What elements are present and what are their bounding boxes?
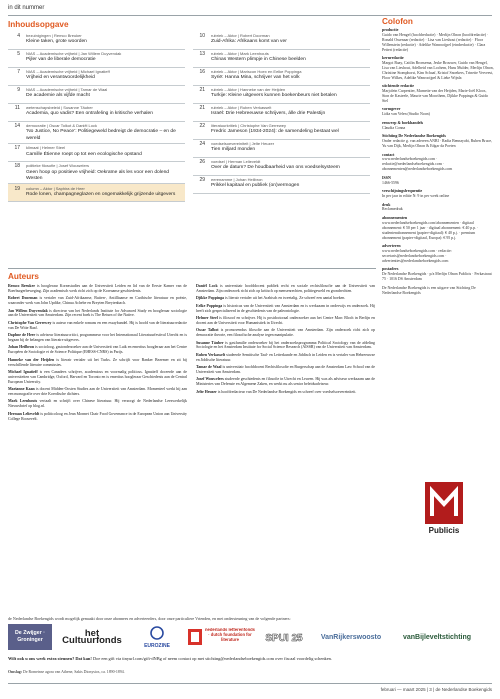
toc-entry[interactable] [193,176,370,194]
colofon-block-body: www.nederlandseboekengids.com · redactie@nederlandseboekengids.com · abonnementen@nederlandseboekengids.com [382,157,453,172]
author-bio [196,377,375,387]
toc-page-number: 14 [14,123,20,130]
colofon-block-body: Marjolein Carpentier, Marnette van der Heijden, Marie-Joël Kloos, Sion de Kasteele, Maurie van Moorthem, Djikke Poppinga & Guido Stel [382,89,489,103]
toc-entry-meta: bezuinigingen | Remco Breuker [26,33,82,39]
partner-logo-zwijger[interactable]: De Zwijger · Groninger [8,624,52,650]
author-bio-text: is docent Midden-Oosten Studies aan de Universiteit van Amsterdam. Momenteel werkt hij aan een monografie over drie Koerdische dichters. [8,387,187,396]
colofon-block-body: Guido van Hengel (hoofdredactie) · Merlijn Olnon (hoofdredactie) · Ronald Ossenaar (redactie) · Lisa van Lieshout (redactie) · Floor Willenstein (redactie) · Adelike Wanrooijpel (eindredactie) · Clara Pettert (redactie) [382,32,489,52]
author-bio-text: is gastfamilie onderzoeker bij het onderzoeksprogramma Political Sociology van de afdeling Sociologie en het Amsterdam Institute for Social Science Research (AISSR) van de Universiteit van Amsterdam. [196,340,375,350]
authors-right-column [196,284,375,424]
colofon-block [382,216,494,241]
toc-entry-meta: eerenamme | Johan Heilbron [211,176,263,182]
author-bio-text: is hoogleraar Koreastudies aan de Universiteit Leiden en lid van de Eerste Kamer van de Boerburgerbeweging. Zijn academisch werk richt zich op de Koreaanse geschiedenis. [8,284,187,293]
author-name: Marianne Kaan [8,387,35,392]
toc-entry-meta: rubriek – Aktor | Ruben Verkasselt [211,105,272,111]
toc-entry[interactable] [193,86,370,104]
toc-entry-text [211,177,299,190]
author-bio-text: is literair vertaler uit het Turks. Ze schrijft voor Banker Bezemer en zit bij verschillende literaire commissies. [8,357,187,367]
support-callout-text: Doe een gift via tinyurl.com/gift-dNBg of neem contact op met stichting@nederlandseboekengids.com over fiscaal voordelig schenken. [92,656,332,661]
author-bio-text: is hoofdredacteur van De Nederlandse Boekengids en schreef over voedselsoevereiniteit. [217,389,357,394]
toc-entry-title: Syriё: Hanna Mina, schrijver van het volk [211,75,300,81]
author-name: Christophe Van Gerrewey [8,320,52,325]
colofon-block-body: Margot Baay, Caitlin Bronsema, Jeske Brouwer, Guido van Hengel, Lisa van Lieshout, Adelheid van Lochem, Hans Mulder, Merlijn Olnon, Christine Stomphorst, Kim Schaaf, Kristof Snoekers, Trinette Verveest, Floor Wilkes, Adelike Wanrooijpel & Lieke Wijnla [382,60,494,80]
toc-entry[interactable] [8,50,185,68]
colofon-block-body: De Nederlandse Boekengids · p/a Merlijn Olnon Publicis · Ferkastraat 75 · 1016 DS Amsterdam [382,272,492,282]
author-bio-text: studeerde geschiedenis en filosofie in Utrecht en Leuven. Hij was als adviseur werkzaam aan de Ministeries van Defensie en Algemene Zaken, en werkt nu als senior beleidsadviseur. [196,377,375,387]
author-bio [196,304,375,314]
toc-title: Inhoudsopgave [8,20,69,29]
author-bio [8,370,187,385]
toc-entry-text [211,159,340,172]
toc-entry-meta: voedselsoevereiniteit | Jelte Heuzer [211,141,275,146]
toc-page-number: 22 [199,123,205,130]
author-name: Johan Heilbron [8,345,35,350]
author-name: Jan Willem Duyvendak [8,308,48,313]
author-name: Susanne Täuber [196,340,224,345]
toc-entry-text [26,33,87,46]
toc-entry-text [211,141,274,154]
toc-entry-title: Rode lonen, champagneglazen en ongemakkelijk grijzende uitgevers [26,191,176,197]
partner-logo-bijleveltstichting[interactable]: vanBijleveltstichting [402,633,472,641]
toc-left-column [8,32,185,202]
support-callout [8,656,492,661]
author-bio [8,387,187,397]
colofon-block-body: www.nederlandseboekengids.com · redactie: secretaris@nederlandseboekengids.com · advertenties@nederlandseboekengids.com [382,248,452,263]
toc-entry-text [26,186,175,199]
toc-columns [8,32,370,202]
author-bio [196,316,375,326]
toc-entry-text [26,105,153,118]
toc-page-number: 19 [14,185,20,192]
author-bio-text: is literair vertaler uit het Arabisch en tweetalig. Ze schreef een aantal boeken. [224,296,346,301]
partners-intro: de Nederlandse Boekengids wordt mogelijk gemaakt door onze abonnees en adverteerders, door onze particuliere Vrienden, en met ondersteuning van de volgende partners: [8,616,291,621]
colofon-block-label: abonnementen [382,214,408,220]
toc-entry-title: Fredric Jameson (1934-2024): de samendeling bestaat wel [211,129,339,135]
author-name: Ruben Verkasselt [196,352,226,357]
author-name: Eelke Poppinga [196,303,223,308]
authors-columns [8,284,376,424]
toc-page-number: 5 [17,51,20,58]
toc-entry[interactable] [193,140,370,158]
partner-logo-spui25[interactable] [260,624,308,650]
eurozine-icon [132,624,182,650]
letterenfonds-icon [186,624,256,650]
partner-logo-letterenfonds[interactable] [186,624,256,650]
colofon-block [382,203,494,213]
toc-entry[interactable] [8,162,185,184]
toc-page-number: 21 [199,87,205,94]
author-name: Hanneke van der Heijden [8,357,55,362]
toc-entry-text [26,51,121,64]
partner-logo-letterenfonds-text: nederlands letterenfonds · dutch foundation for literature [204,628,256,642]
toc-entry[interactable] [193,32,370,50]
authors-divider [8,268,376,269]
colofon-block [382,153,494,173]
colofon-block [382,267,494,282]
toc-entry-meta: democratie | Oscar Tolkot & Daniël Lock [26,123,97,129]
colofon-block-label: productie [382,26,399,32]
colofon-block [382,176,494,186]
publicis-m-icon [425,482,463,524]
colofon-block-label: druk [382,201,391,207]
toc-entry-meta: NIAS – Academische vrijheid | Michael Ignatieff [26,69,110,75]
colofon-block-body: Reclamedruk [382,207,403,212]
toc-entry-title: De academie als vijfde macht [26,93,90,99]
author-name: Djikke Poppinga [196,296,224,301]
author-bio [196,328,375,338]
author-bio-text: is socioloog, gastonderzoeker aan de Universiteit van Luik en emeritus hoogleraar aan het Centre Européen de Sociologie et de Science Politique (EHESS-CNRS) in Parijs. [8,345,187,355]
toc-entry[interactable] [8,86,185,104]
toc-entry[interactable] [193,50,370,68]
toc-entry-text [211,123,339,136]
author-bio-text: is filosoof en schrijver. Hij is postdoctoraal onderzoeker aan het Centre Marc Bloch in Berlijn en docent aan de Universiteit voor Humanistiek in Utrecht. [196,316,375,325]
toc-page-number: 21 [199,105,205,112]
partner-logo-eurozine[interactable] [132,624,182,650]
colofon-block-label: kernredactie [382,55,404,61]
toc-entry-text [26,145,142,158]
author-name: Mark Leenhouts [8,399,38,404]
colofon-block-label: ISSN [382,174,391,180]
cover-credit [8,670,308,674]
publicis-logo-mark [425,482,463,524]
author-name: Robert Doorman [8,296,38,301]
toc-entry-text [26,69,110,82]
toc-entry-meta: rubriek – Aktor | Hanneke van der Heijden [211,87,286,93]
toc-entry[interactable] [8,104,185,122]
toc-entry-meta: NIAS – Academische vrijheid | Jan Willem Duyvendak [26,51,122,57]
author-bio-text: is universitair hoofddocent Rechtsfilosofie en Burgerschap aan de Amsterdam Law School van de Universiteit van Amsterdam. [196,365,375,374]
toc-page-number: 4 [17,33,20,40]
colofon-block-body: 1466-5596 [382,180,399,185]
colofon-block-body: Onder redactie g. van adereen ANBI · Radia Bennayabi, Ruben Bruce, Yu van Dijk, Merlijn Olnon & Edgar da Poeten [382,139,493,148]
toc-entry-text [26,163,185,182]
author-name: Herman Lelieveldt [8,411,40,416]
authors-left-column [8,284,187,424]
author-bio [196,341,375,351]
toc-entry-title: Chinas Western plimpje in Chinese beelden [211,57,306,63]
colofon-block-body: In per jaar in editie N: 9 in per week online [382,194,450,199]
toc-entry[interactable] [8,144,185,162]
spui25-icon [260,624,308,650]
colofon-block-body: Claudia Conna [382,125,406,130]
toc-entry[interactable] [8,32,185,50]
toc-entry-title: Vrijheid en verantwoordelijkheid [26,75,95,81]
colofon-block-body: www.nederlandseboekengids.com/abonnementen · digitaal abonnement: € 50 per 1 jaar · digitaal abonnement: € 40 p.p. · studentenabonnement (papier+digitaal): € 40 p.j. · premium abonnement (papier+digitaal, Europa): € 95 p.j. [382,220,479,240]
author-bio [8,321,187,331]
toc-entry-text [26,87,107,100]
toc-page-number: 7 [17,69,20,76]
colofon-block-label: eenwerp & boekhandels [382,119,424,125]
author-name: Tamar de Waal [196,365,222,370]
colofon-title: Colofon [382,17,413,26]
colofon-block-label: adverteren [382,243,401,249]
toc-entry-title: Over de datum? De houdbaarheid van ons voedselsysteem [211,165,340,171]
publicis-logo [414,482,474,542]
author-name: Michael Ignatieff [8,369,38,374]
toc-entry-text [211,87,337,100]
publicis-logo-text: Publicis [428,526,460,535]
author-bio [196,296,375,301]
author-bio [8,345,187,355]
author-name: Helmer Steel [196,316,218,320]
colofon-block [382,56,494,81]
toc-entry[interactable] [193,158,370,176]
author-bio [8,399,187,409]
toc-entry-title: Camille Étienne roept op tot een ecologische opstand [26,151,142,157]
page-header-label: in dit nummer [8,5,45,11]
toc-entry-title: Pijler van de liberale democratie [26,57,96,63]
author-bio-text: is adviseur literatuurcritici, programmeur voor het Internationaal Literatuurfestival Utrecht en is begaan bij de belangen van literaire uitgevers. [8,333,187,342]
author-bio [8,412,187,422]
author-bio-text: is een Canadees schrijver, academicus en voormalig politicus. Ignatieff doceerde aan de universiteiten van Cambridge, Oxford, Harvard en Toronto en is emeritus hoogleraar Geschiedenis aan de Central European University. [8,369,187,384]
toc-page-number: 17 [14,145,20,152]
partner-logo-rijkerswoosto[interactable]: VanRijkerswoosto [320,633,382,641]
toc-entry-meta: literatuurkritiek | Christophe Van Gerrewey [211,123,286,129]
toc-entry-meta: rubriek – Aktor | Mark Leenhouts [211,51,269,57]
author-bio-text: is promovendus filosofie aan de Universiteit van Amsterdam. Zijn onderzoek richt zich op democratie theorie, een filosofische analyse tegen manipulatie. [196,328,375,338]
footer-divider [8,683,492,684]
colofon-block [382,244,494,264]
toc-entry-meta: politieke filosofie | Josef Wouwelers [26,163,89,169]
toc-entry-title: Israël: Drie Hebreeuwse schrijvers, álle drie Palestijn [211,111,326,117]
toc-entry-text [211,33,287,46]
toc-entry[interactable] [193,122,370,140]
toc-page-number: 9 [17,87,20,94]
toc-entry[interactable] [8,68,185,86]
colofon-block [382,84,494,104]
toc-page-number: 18 [14,163,20,170]
colofon [382,17,494,475]
support-callout-heading: Wilt ook u ons werk extra steunen? Dat kan! [8,656,92,661]
toc-entry[interactable] [193,68,370,86]
author-bio [8,309,187,319]
partner-logo-spui25-text: SPUI 25 [265,633,303,644]
author-bio [196,284,375,294]
colofon-block-label: postadres [382,266,399,272]
authors-section [8,268,376,613]
toc-entry-text [211,69,301,82]
colofon-block-body: De Nederlandse Boekengids is een uitgave van Stichting De Nederlandse Boekengids [382,285,476,295]
author-bio [196,353,375,363]
toc-entry-meta: column – Aktor | Saphira de Heer [26,185,85,191]
author-bio-text: studeerde Semitische Taal- en Letterkunde en Jiddisch in Leiden en is vertaler van Hebreeuwse en Jiddische literatuur. [196,352,376,362]
authors-title: Auteurs [8,272,39,281]
toc-page-number: 29 [199,176,205,183]
author-name: Daphne de Heer [8,333,36,338]
author-name: Oscar Talbot [196,328,219,333]
toc-entry[interactable] [8,122,185,144]
author-bio [8,296,187,306]
author-bio-text: vertaalt en schrijft over Chinese literatuur. Hij verzorgt de Nederlandse Leeswerkelijk Nieuwsbrief op blog.nl. [8,399,187,409]
toc-page-number: 16 [199,69,205,76]
toc-page-number: 11 [14,105,20,112]
toc-page-number: 26 [199,158,205,165]
author-name: Daniël Lock [196,284,218,288]
toc-entry-title: Tien miljard monden [211,147,256,153]
colofon-blocks [382,28,494,296]
colofon-block [382,28,494,53]
colofon-block [382,189,494,199]
colofon-block [382,121,494,131]
colofon-block [382,134,494,149]
toc-right-column [193,32,370,202]
colofon-block [382,107,494,117]
partner-logo-cultuurfonds[interactable]: het Cultuurfonds [62,628,122,646]
cover-credit-label: Omslag: [8,670,23,674]
page-footer: februari — maart 2025 | 3 | de Nederlandse Boekengids [380,687,492,692]
toc-entry-text [211,51,306,64]
colofon-block-label: vormgever [382,106,401,112]
toc-entry-meta: rubriek – Aktor | Mariscon Hoex en Eelke Poppinga [211,69,302,75]
toc-entry[interactable] [193,104,370,122]
cover-credit-text: De Romeinse agora van Athene, Sakis Dionysios, ca. 1890-1894. [23,670,125,674]
author-bio [8,358,187,368]
author-bio-text: is historicus van de Universiteit van Amsterdam en is werkzaam in onderwijs en onderzoek. Hij heeft zich gespecialiseerd in de geschiedenis van de paleontologie. [196,303,376,313]
colofon-block-body: Lidia van Velen (Studio Noon) [382,112,430,117]
toc-entry-title: Turkije: Kleine uitgevers kunnen boekenbeurs niet betalen [211,93,337,99]
toc-entry-title: Zuid-Afrika: Afrikaans komt van ver [211,39,287,45]
toc-entry-title: ‘No Justice, No Peace’: Politiegeweld bedreigt de democratie – en de wereld [26,129,176,141]
colofon-block-label: contact [382,151,395,157]
colofon-block [382,286,494,296]
author-bio-text: is politicoloog en Jean Monnet Chair Food Governance in de European Union aan University College Roosevelt. [8,411,187,421]
colofon-block-label: verschijningsfrequentie [382,188,423,194]
toc-entry[interactable] [8,184,185,202]
author-bio [196,365,375,375]
header-divider [8,15,492,16]
toc-entry-title: Prikkel kapitaal en publiek (on)vermogen [211,183,300,189]
toc-entry-text [26,123,185,142]
table-of-contents [8,20,370,262]
toc-entry-meta: NIAS – Academische vrijheid | Tamar de Waal [26,87,108,93]
toc-entry-meta: klimaat | Helmer Steel [26,145,66,151]
author-bio-text: is universitair hoofddocent publiek recht en sociale rechtsfilosofie aan de Universiteit van Amsterdam. Zijn onderzoek richt zich op kritisch op mensenrechten, politiegeweld en grondrechten. [196,284,375,293]
author-name: Remco Breuker [8,284,36,288]
partner-logo-eurozine-text: EUROZINE [144,643,170,649]
toc-page-number: 24 [199,141,205,147]
toc-page-number: 10 [199,33,205,40]
author-bio-text: is auteur van enkele romans en een essaybundel. Hij is hoofd van de literatuurredactie van De Witte Raaf. [8,320,187,330]
toc-page-number: 13 [199,51,205,58]
author-bio [8,333,187,343]
toc-entry-title: Geen hoop op positieve vrijheid: Oekraïne als les voor een dolend Westen [26,169,170,181]
author-bio [196,390,375,395]
author-bio [8,284,187,294]
toc-entry-title: Academia, quo vadis? Een ontrafeling in kritische verhalen [26,111,153,117]
colofon-block-label: Stichting De Nederlandse Boekengids [382,133,446,139]
toc-entry-text [211,105,325,118]
colofon-block-label: stichtende redactie [382,83,415,89]
toc-entry-meta: wetenschapsbeleid | Susanne Täuber [26,105,93,111]
author-name: Josef Wouwelers [196,377,224,382]
author-name: Jelte Heuzer [196,389,217,394]
author-bio-text: is directeur van het Nederlands Institute for Advanced Study en hoogleraar sociologie aan de Universiteit van Amsterdam. Zijn recent boek is The Return of the Native. [8,308,187,318]
toc-entry-title: Kleine taken, grote woorden [26,39,87,45]
partner-logos [8,622,492,652]
author-bio-text: is vertaler van Zuid-Afrikaanse, Buiten-, Antilliaanse en Caribische literatuur en poëzie, waaronder werk van John Updike, Chinua Achebe en Breyten Breytenbach. [8,296,187,306]
toc-entry-meta: rubriek – Aktor | Robert Doorman [211,33,270,39]
toc-entry-meta: voedsel | Herman Lelieveldt [211,158,261,164]
